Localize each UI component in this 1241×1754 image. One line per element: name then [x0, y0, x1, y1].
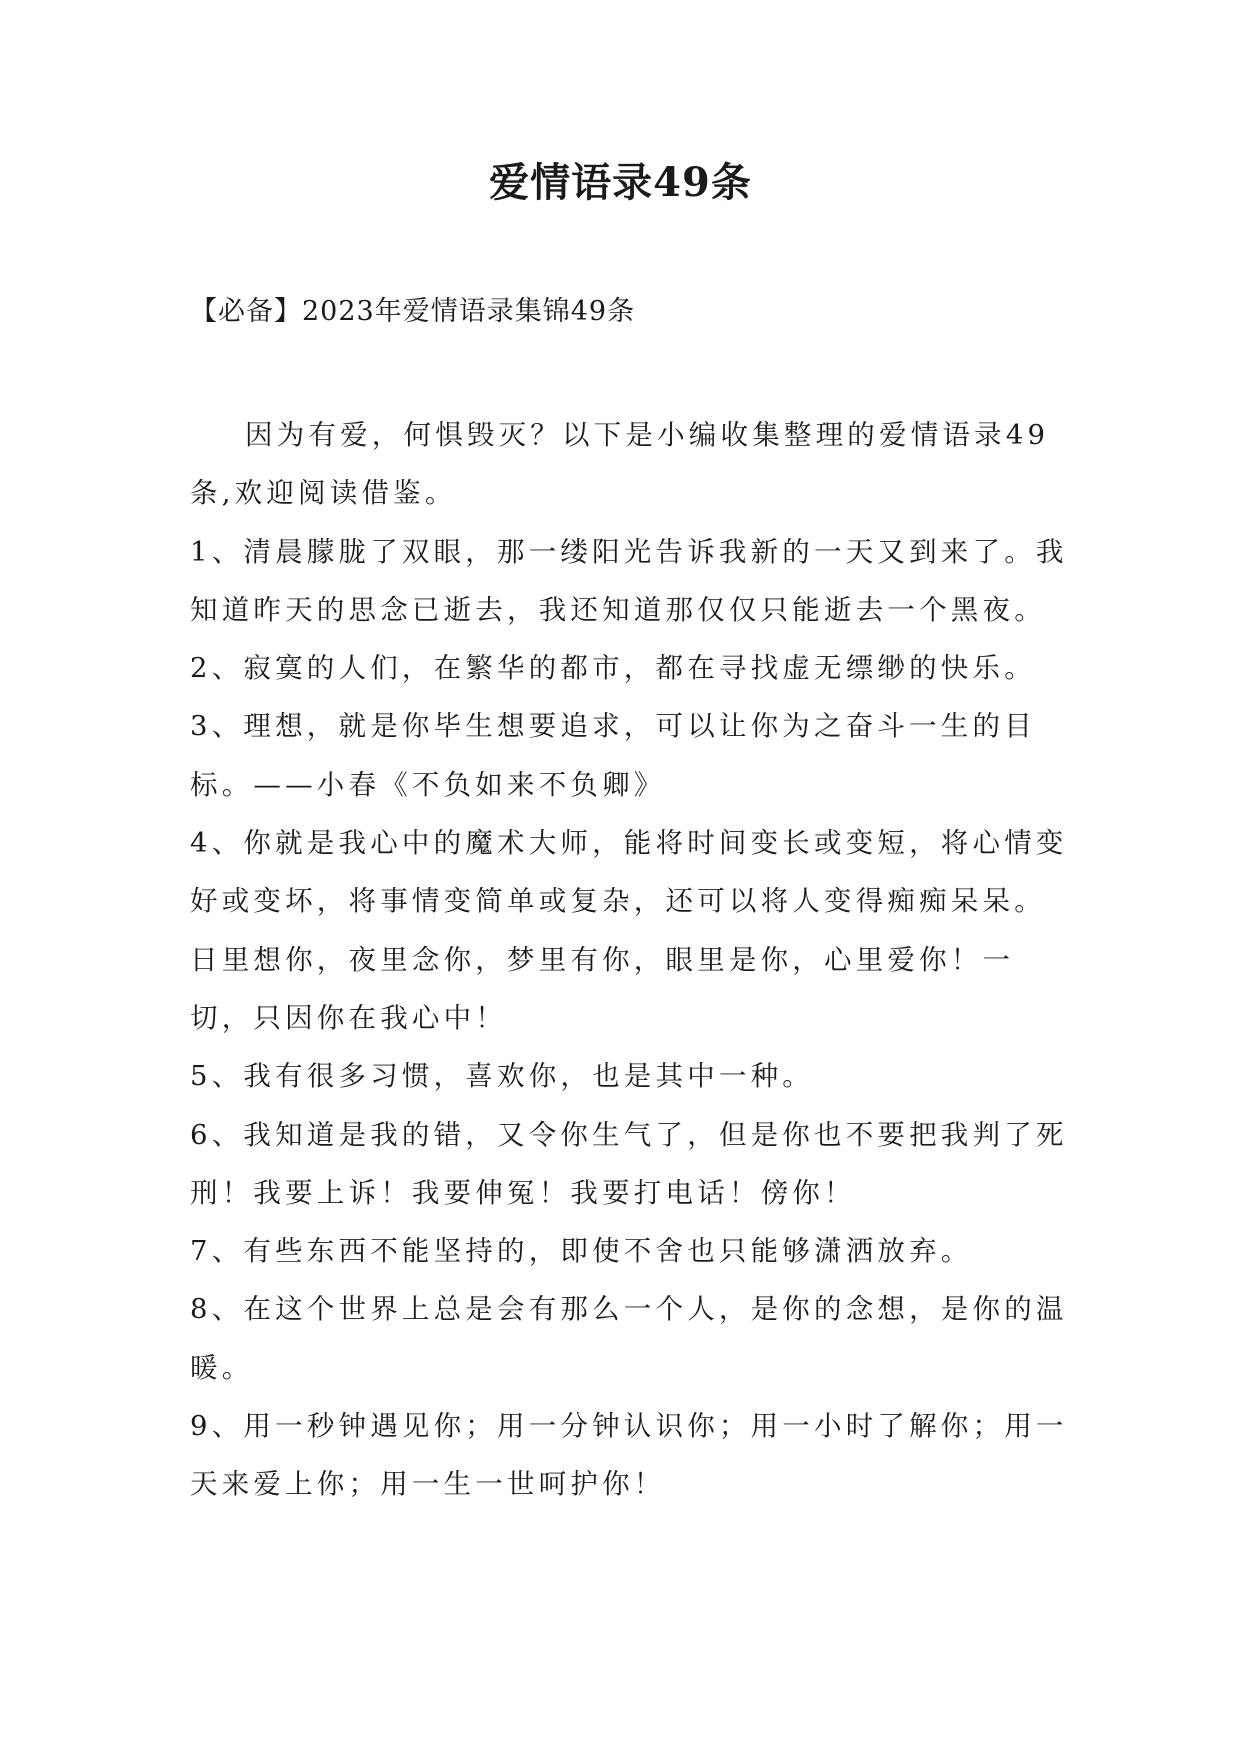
quote-item: 3、理想，就是你毕生想要追求，可以让你为之奋斗一生的目标。——小春《不负如来不负卿》 — [190, 710, 1036, 801]
quote-item: 5、我有很多习惯，喜欢你，也是其中一种。 — [190, 1060, 814, 1093]
quote-item: 7、有些东西不能坚持的，即使不舍也只能够潇洒放弃。 — [190, 1235, 973, 1268]
quote-item: 6、我知道是我的错，又令你生气了，但是你也不要把我判了死刑！我要上诉！我要伸冤！我要打电话！傍你！ — [190, 1118, 1068, 1209]
quote-item: 8、在这个世界上总是会有那么一个人，是你的念想，是你的温暖。 — [190, 1293, 1068, 1384]
intro-paragraph: 因为有爱，何惧毁灭？以下是小编收集整理的爱情语录49条,欢迎阅读借鉴。 — [190, 419, 1050, 510]
document-body — [190, 406, 1070, 1514]
quote-item: 4、你就是我心中的魔术大师，能将时间变长或变短，将心情变好或变坏，将事情变简单或复杂，还可以将人变得痴痴呆呆。日里想你，夜里念你，梦里有你，眼里是你，心里爱你！一切，只因你在我心中！ — [190, 827, 1068, 1034]
document-title: 爱情语录49条 — [489, 159, 752, 206]
quote-item: 1、清晨朦胧了双眼，那一缕阳光告诉我新的一天又到来了。我知道昨天的思念已逝去，我还知道那仅仅只能逝去一个黑夜。 — [190, 535, 1068, 626]
quote-item: 9、用一秒钟遇见你；用一分钟认识你；用一小时了解你；用一天来爱上你；用一生一世呵护你！ — [190, 1410, 1068, 1501]
quote-item: 2、寂寞的人们，在繁华的都市，都在寻找虚无缥缈的快乐。 — [190, 652, 1036, 685]
document-subtitle: 【必备】2023年爱情语录集锦49条 — [190, 296, 636, 327]
